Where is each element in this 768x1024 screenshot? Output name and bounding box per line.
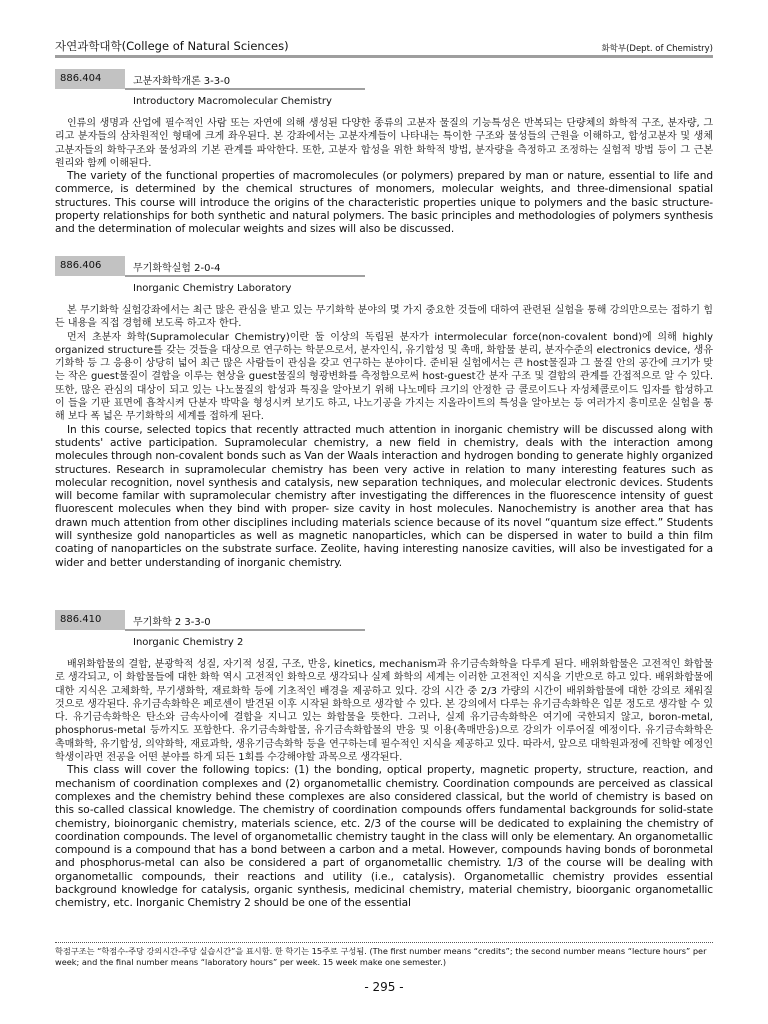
description-ko: 인류의 생명과 산업에 필수적인 사람 또는 자연에 의해 생성된 다양한 종류의 고분자 물질의 기능특성은 반복되는 단량체의 화학적 구조, 분자량, 그리고 분자들의 삼차원적인 형태에 크게 좌우된다. 본 강좌에서는 고분자계들이 나타내는 특이한 구조와 물성들의 근원을 이해하고, 합성고분자 및 생체고분자들의 화학구조와 물성과의 기본 관계를 파악한다. 또한, 고분자 합성을 위한 화학적 방법, 분자량을 측정하고 조정하는 실험적 방법 등이 그 근본원리와 함께 이해된다. bbox=[55, 118, 713, 169]
course-code: 886.410 bbox=[55, 610, 125, 630]
course-heading bbox=[55, 610, 713, 632]
description-en: The variety of the functional properties of macromolecules (or polymers) prepared by man or nature, essential to life and commerce, is determined by the chemical structures of monomers, molecular weights, and three-dimensional spatial structures. This course will introduce the origins of the characteristic properties unique to polymers and the basic structure-property relationships for both synthetic and natural polymers. The basic principles and methodologies of polymers synthesis and the determination of molecular weights and sizes will also be discussed. bbox=[55, 170, 713, 236]
course-title-en: Introductory Macromolecular Chemistry bbox=[133, 96, 332, 107]
footnote-rule bbox=[55, 942, 713, 943]
course-heading bbox=[55, 69, 713, 91]
heading-rule bbox=[125, 275, 365, 277]
description-en: In this course, selected topics that recently attracted much attention in inorganic chemistry will be discussed along with students' active participation. Supramolecular chemistry, a new field in chemistry, deals with the interaction among molecules through non-covalent bonds such as Van der Waals interaction and hydrogen bonding to generate highly organized structures. Research in supramolecular chemistry has been very active in relation to many interesting features such as molecular recognition, novel synthesis and catalysis, new separation techniques, and molecular electronic devices. Students will become familar with supramolecular chemistry after investigating the differences in the fluorescence intensity of guest fluorescent molecules when they bind with proper- size cavity in host molecules. Nanochemistry is another area that has drawn much attention from other disciplines including materials science because of its novel “quantum size effect.” Students will synthesize gold nanoparticles as well as magnetic nanoparticles, which can be dispersed in water to build a thin film coating of nanoparticles on the substrate surface. Zeolite, having interesting nanosize cavities, will also be investigated for a wider and better understanding of inorganic chemistry. bbox=[55, 423, 713, 569]
heading-rule bbox=[125, 629, 365, 631]
college-title: 자연과학대학(College of Natural Sciences) bbox=[55, 39, 289, 53]
description-ko-intro: 본 무기화학 실험강좌에서는 최근 많은 관심을 받고 있는 무기화학 분야의 몇 가지 중요한 것들에 대하여 관련된 실험을 통해 강의만으로는 접하기 힘든 내용을 직접 경험해 보도록 하고자 한다. bbox=[55, 305, 713, 330]
course-block-886-410 bbox=[55, 610, 713, 911]
course-description bbox=[55, 658, 713, 911]
course-title-en: Inorganic Chemistry Laboratory bbox=[133, 283, 292, 294]
description-ko: 먼저 초분자 화학(Supramolecular Chemistry)이란 둘 이상의 독립된 분자가 intermolecular force(non-covalent bond)에 의해 highly organized structure를 갖는 것들을 대상으로 연구하는 학문으로서, 분자인식, 유기합성 및 촉매, 화합물 분리, 분자수준의 electronics device, 생유기화학 등 그 응용이 상당히 넓어 최근 많은 사람들이 관심을 갖고 연구하는 분야이다. 준비된 실험에서는 큰 host물질과 그 물질 안의 공간에 크기가 맞는 작은 guest물질이 결합을 이루는 현상을 guest물질의 형광변화를 측정함으로써 host-guest간 분자 구조 및 결합의 관계를 간접적으로 알 수 있다. 또한, 많은 관심의 대상이 되고 있는 나노물질의 합성과 특징을 알아보기 위해 나노메타 크기의 안정한 금 콜로이드나 자성체콜로이드 입자를 합성하고 이 들을 기판 표면에 흡착시켜 단분자 박막을 형성시켜 보기도 하고, 나노기공을 가지는 지올라이트의 특성을 알아보는 등 여러가지 흥미로운 실험을 통해 보다 폭 넓은 무기화학의 세계를 접하게 된다. bbox=[55, 331, 713, 423]
credit-footnote: 학점구조는 “학점수-주당 강의시간-주당 실습시간”을 표시함. 한 학기는 15주로 구성됨. (The first number means “credits”; the second number means “lecture hours” per week; and the final number means “laboratory hours” per week. 15 week make one semester.) bbox=[55, 946, 707, 967]
course-code: 886.404 bbox=[55, 69, 125, 89]
course-title-ko: 고분자화학개론 3-3-0 bbox=[133, 76, 231, 87]
heading-rule bbox=[125, 88, 365, 90]
department-title: 화학부(Dept. of Chemistry) bbox=[601, 44, 713, 54]
course-block-886-404 bbox=[55, 69, 713, 237]
running-header bbox=[55, 36, 713, 54]
course-description bbox=[55, 117, 713, 237]
header-rule bbox=[55, 55, 713, 58]
course-title-ko: 무기화학실험 2-0-4 bbox=[133, 263, 221, 274]
description-ko: 배위화합물의 결합, 분광학적 성질, 자기적 성질, 구조, 반응, kinetics, mechanism과 유기금속화학을 다루게 된다. 배위화합물은 고전적인 화합물로 생각되고, 이 화합물들에 대한 화학 역시 고전적인 화학으로 생각되나 실제 화학의 세계는 이러한 고전적인 지식을 기반으로 하고 있다. 배위화합물에 대한 지식은 고체화학, 무기생화학, 재료화학 등에 기초적인 배경을 제공하고 있다. 강의 시간 중 2/3 가량의 시간이 배위화합물에 대한 강의로 채워질 것으로 생각된다. 유기금속화학은 페로센이 발견된 이후 시작된 화학으로 생각할 수 있다. 본 강의에서 다루는 유기금속화학은 입문 정도로 생각할 수 있다. 유기금속화학은 탄소와 금속사이에 결합을 지니고 있는 화합물을 뜻한다. 그러나, 실제 유기금속화학은 여기에 국한되지 않고, boron-metal, phosphorus-metal 등까지도 포함한다. 유기금속화합물, 유기금속화합물의 반응 및 이용(촉매반응)으로 강의가 이루어질 예정이다. 유기금속화학은 촉매화학, 유기합성, 의약화학, 재료과학, 생유기금속화학 등을 연구하는데 필수적인 지식을 제공하고 있다. 따라서, 앞으로 대학원과정에 진학할 예정인 학생이라면 전공을 어떤 분야를 하게 되든 1회를 수강해야할 과목으로 생각된다. bbox=[55, 659, 713, 764]
course-code: 886.406 bbox=[55, 256, 125, 276]
course-heading bbox=[55, 256, 713, 278]
page-number: - 295 - bbox=[364, 980, 404, 994]
course-block-886-406 bbox=[55, 256, 713, 570]
course-title-ko: 무기화학 2 3-3-0 bbox=[133, 617, 211, 628]
course-description bbox=[55, 304, 713, 570]
course-title-en: Inorganic Chemistry 2 bbox=[133, 637, 244, 648]
description-en: This class will cover the following topics: (1) the bonding, optical property, magnetic property, structure, reaction, and mechanism of coordination complexes and (2) organometallic chemistry. Coordination compounds are perceived as classical complexes and the chemistry behind these complexes are also considered classical, but the world of chemistry is based on this so-called classical knowledge. The chemistry of coordination compounds offers fundamental backgrounds for solid-state chemistry, bioinorganic chemistry, materials science, etc. 2/3 of the course will be dedicated to explaining the chemistry of coordination compounds. The level of organometallic chemistry taught in the class will only be elementary. An organometallic compound is a compound that has a bond between a carbon and a metal. However, compounds having bonds of boronmetal and phosphorus-metal can also be considered a part of organometallic chemistry. 1/3 of the course will be dealing with organometallic compounds, their reactions and utility (i.e., catalysis). Organometallic chemistry provides essential background knowledge for catalysis, organic synthesis, medicinal chemistry, material chemistry, bioorganic organometallic chemistry, etc. Inorganic Chemistry 2 should be one of the essential bbox=[55, 764, 713, 910]
